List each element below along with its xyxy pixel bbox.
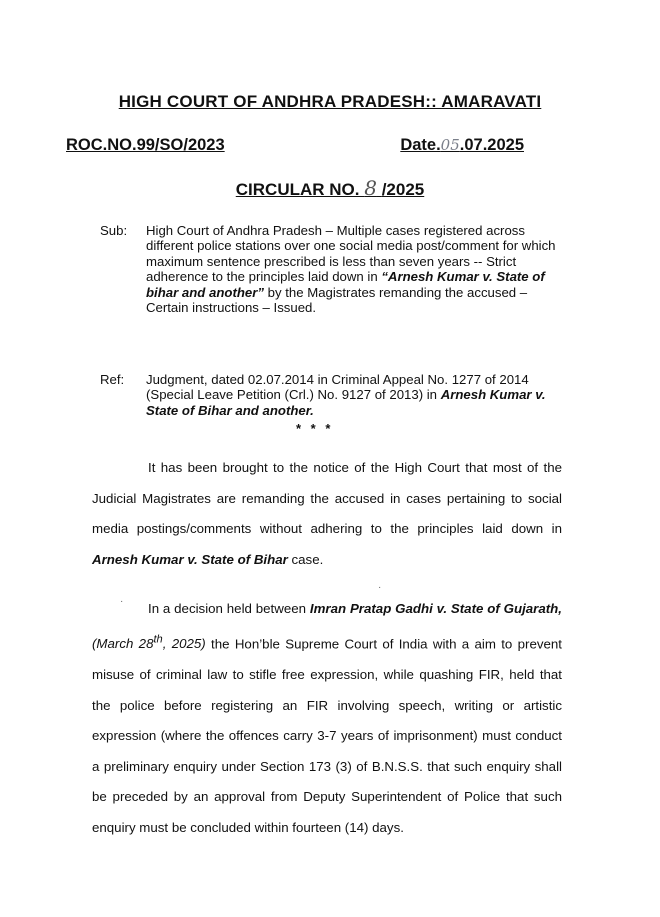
para2-text-b: the Hon’ble Supreme Court of India with a aim to prevent misuse of criminal law to stifle free expression, while quashing FIR, held that the police before registering an FIR involving speech, writing or artistic expression (where the offences carry 3-7 years of imprisonment) must conduct a preliminary enquiry under Section 173 (3) of B.N.S.S. that such enquiry shall be preceded by an approval from Deputy Superintendent of Police that such enquiry must be concluded within fourteen (14) days.: [92, 636, 562, 835]
scan-speck: ·: [378, 582, 382, 593]
subject-case-name: “Arnesh Kumar v. State of bihar and another”: [146, 269, 545, 300]
separator: * * *: [296, 421, 334, 436]
para1-case-name: Arnesh Kumar v. State of Bihar: [92, 551, 288, 567]
reference-block: [100, 372, 560, 418]
date-rest: .07.2025: [459, 136, 524, 154]
para2-date-a: (March 28: [92, 636, 154, 652]
para2-text-a: In a decision held between: [148, 601, 310, 617]
subject-text-a: High Court of Andhra Pradesh – Multiple cases registered across different police stations over one social media post/comment for which maximum sentence prescribed is less than seven years -- Strict adherence to the principles laid down in: [146, 223, 556, 285]
para2-case-name: Imran Pratap Gadhi v. State of Gujarath,: [309, 601, 562, 617]
reference-label: Ref:: [100, 372, 125, 387]
date-prefix: Date.: [400, 136, 441, 154]
scan-speck: ·: [120, 596, 124, 607]
paragraph-1: [92, 453, 562, 575]
circular-year: /2025: [381, 180, 425, 199]
reference-case-name: Arnesh Kumar v. State of Bihar and another.: [146, 387, 546, 418]
circular-handwritten-number: 8: [364, 176, 377, 200]
date-handwritten-day: 05: [440, 136, 460, 154]
paragraph-2: [92, 594, 562, 843]
circular-date: [400, 136, 524, 155]
subject-label: Sub:: [100, 223, 128, 238]
body-text: [92, 453, 562, 844]
para2-date-b: , 2025): [162, 636, 206, 652]
circular-prefix: CIRCULAR NO.: [235, 180, 360, 199]
subject-text-b: by the Magistrates remanding the accused – Certain instructions – Issued.: [146, 284, 528, 316]
para1-text-a: It has been brought to the notice of the High Court that most of the Judicial Magistrates are remanding the accused in cases pertaining to social media postings/comments without adhering to the principles laid down in: [92, 460, 562, 537]
roc-number: ROC.NO.99/SO/2023: [66, 136, 225, 154]
para2-date-sup: th: [153, 633, 163, 646]
para1-text-b: case.: [287, 551, 324, 567]
subject-block: [100, 223, 560, 315]
reference-text: [146, 372, 560, 418]
reference-text-a: Judgment, dated 02.07.2014 in Criminal Appeal No. 1277 of 2014 (Special Leave Petition (Crl.) No. 9127 of 2013) in: [146, 372, 529, 403]
circular-number: [0, 176, 660, 200]
subject-text: [146, 223, 560, 315]
court-heading: HIGH COURT OF ANDHRA PRADESH:: AMARAVATI: [118, 92, 542, 111]
